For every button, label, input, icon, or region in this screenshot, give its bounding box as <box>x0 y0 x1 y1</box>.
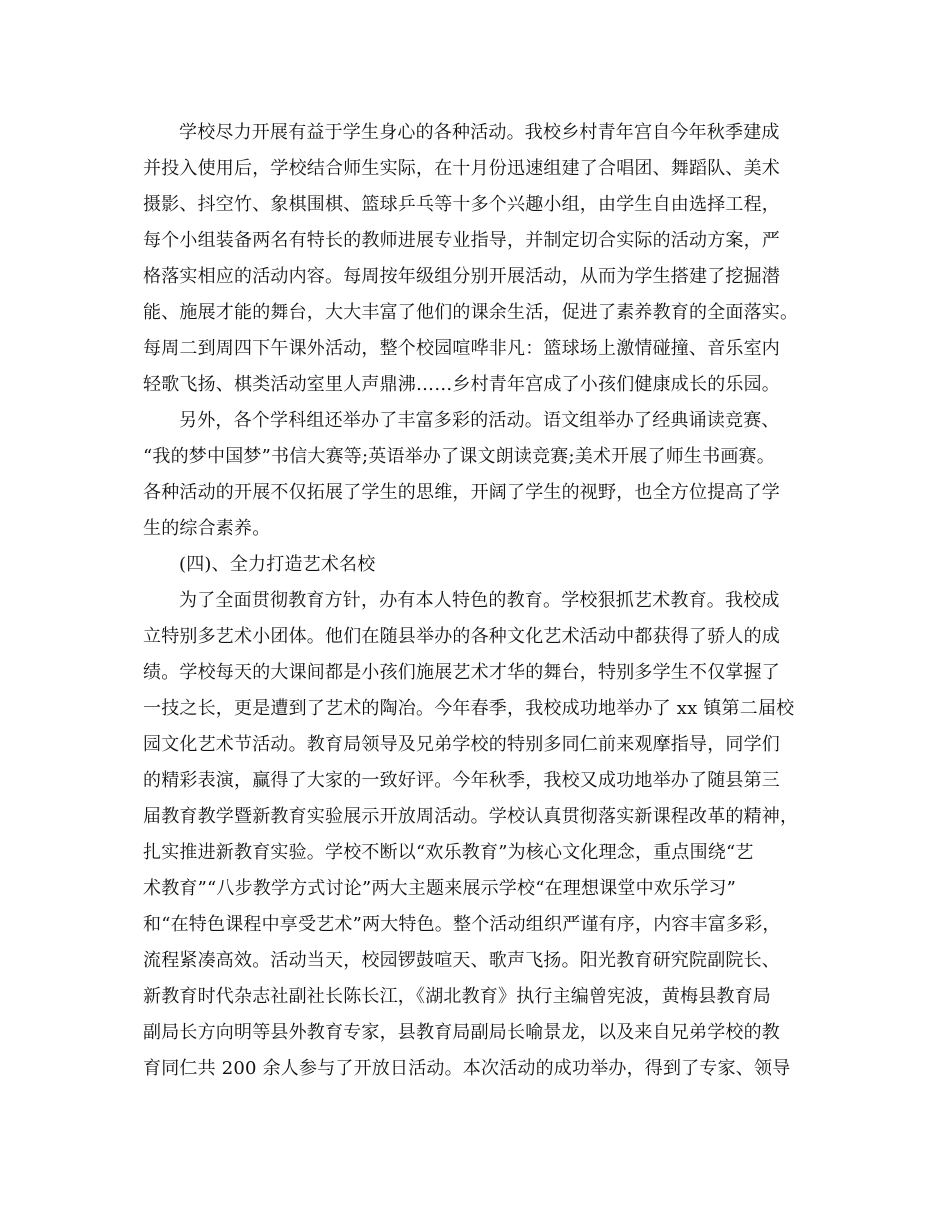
paragraph-line: 的精彩表演，赢得了大家的一致好评。今年秋季，我校又成功地举办了随县第三 <box>143 770 780 791</box>
paragraph-line: 能、施展才能的舞台，大大丰富了他们的课余生活，促进了素养教育的全面落实。 <box>143 302 799 323</box>
paragraph-line: 绩。学校每天的大课间都是小孩们施展艺术才华的舞台，特别多学生不仅掌握了 <box>143 662 780 683</box>
paragraph-line: 术教育”“八步教学方式讨论”两大主题来展示学校“在理想课堂中欢乐学习” <box>143 878 737 899</box>
paragraph-line: 为了全面贯彻教育方针，办有本人特色的教育。学校狠抓艺术教育。我校成 <box>179 590 780 611</box>
paragraph-line: “我的梦中国梦”书信大赛等;英语举办了课文朗读竞赛;美术开展了师生书画赛。 <box>143 446 775 467</box>
paragraph-line: 每周二到周四下午课外活动，整个校园喧哗非凡：篮球场上激情碰撞、音乐室内 <box>143 338 780 359</box>
paragraph-line: 育同仁共 200 余人参与了开放日活动。本次活动的成功举办，得到了专家、领导 <box>143 1058 791 1079</box>
paragraph-line: 并投入使用后，学校结合师生实际，在十月份迅速组建了合唱团、舞蹈队、美术 <box>143 158 780 179</box>
paragraph-line: 轻歌飞扬、棋类活动室里人声鼎沸……乡村青年宫成了小孩们健康成长的乐园。 <box>143 374 780 395</box>
paragraph-line: 立特别多艺术小团体。他们在随县举办的各种文化艺术活动中都获得了骄人的成 <box>143 626 780 647</box>
paragraph-line: 新教育时代杂志社副社长陈长江，《湖北教育》执行主编曾宪波，黄梅县教育局 <box>143 986 771 1007</box>
paragraph-line: 一技之长，更是遭到了艺术的陶冶。今年春季，我校成功地举办了 xx 镇第二届校 <box>143 698 795 719</box>
paragraph-line: 摄影、抖空竹、象棋围棋、篮球乒乓等十多个兴趣小组，由学生自由选择工程， <box>143 194 780 215</box>
paragraph-line: 扎实推进新教育实验。学校不断以“欢乐教育”为核心文化理念，重点围绕“艺 <box>143 842 754 863</box>
paragraph-line: 园文化艺术节活动。教育局领导及兄弟学校的特别多同仁前来观摩指导，同学们 <box>143 734 780 755</box>
paragraph-line: 各种活动的开展不仅拓展了学生的思维，开阔了学生的视野，也全方位提高了学 <box>143 482 780 503</box>
paragraph-line: 每个小组装备两名有特长的教师进展专业指导，并制定切合实际的活动方案，严 <box>143 230 780 251</box>
paragraph-line: 届教育教学暨新教育实验展示开放周活动。学校认真贯彻落实新课程改革的精神， <box>143 806 799 827</box>
section-heading: (四)、全力打造艺术名校 <box>179 554 376 575</box>
paragraph-line: 格落实相应的活动内容。每周按年级组分别开展活动，从而为学生搭建了挖掘潜 <box>143 266 780 287</box>
paragraph-line: 另外，各个学科组还举办了丰富多彩的活动。语文组举办了经典诵读竞赛、 <box>179 410 780 431</box>
paragraph-line: 和“在特色课程中享受艺术”两大特色。整个活动组织严谨有序，内容丰富多彩， <box>143 914 781 935</box>
paragraph-line: 生的综合素养。 <box>143 518 271 539</box>
paragraph-line: 流程紧凑高效。活动当天，校园锣鼓喧天、歌声飞扬。阳光教育研究院副院长、 <box>143 950 780 971</box>
paragraph-line: 学校尽力开展有益于学生身心的各种活动。我校乡村青年宫自今年秋季建成 <box>179 122 780 143</box>
paragraph-line: 副局长方向明等县外教育专家，县教育局副局长喻景龙，以及来自兄弟学校的教 <box>143 1022 780 1043</box>
